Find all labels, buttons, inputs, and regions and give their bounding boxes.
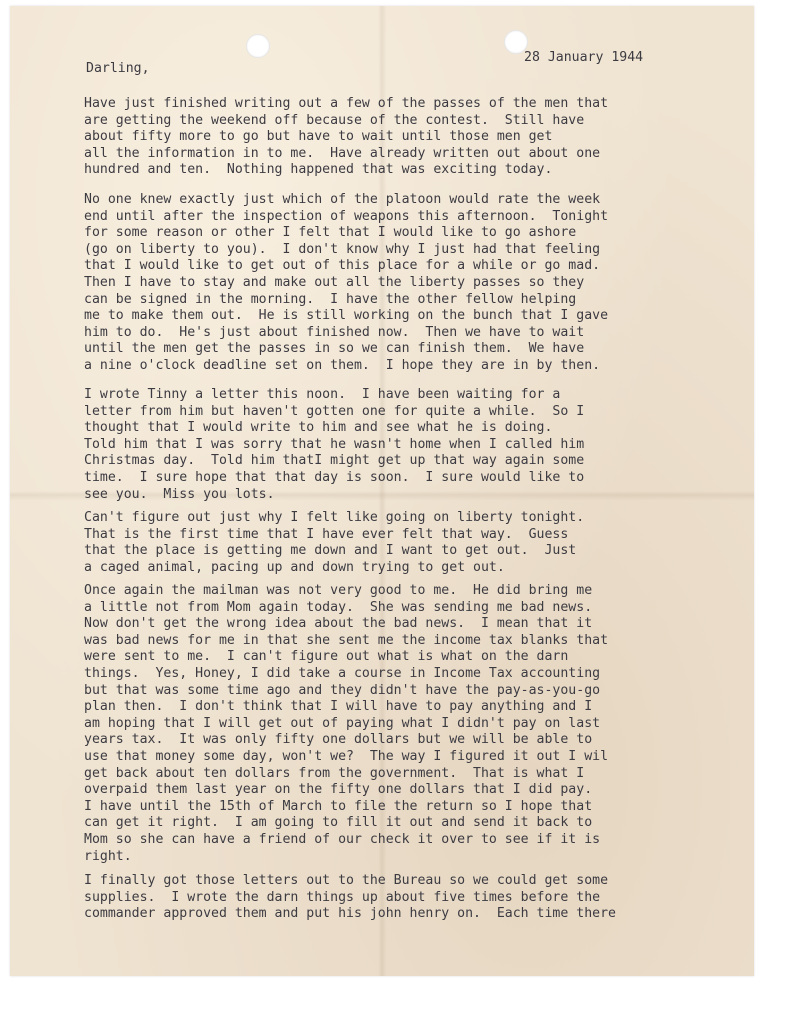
paragraph-4 [84,510,724,576]
text-line: end until after the inspection of weapons this afternoon. Tonight [84,208,609,224]
paragraph-2 [84,192,724,375]
text-line: him to do. He's just about finished now. Then we have to wait [84,324,585,340]
text-line: (go on liberty to you). I don't know why I just had that feeling [84,241,601,257]
text-line: overpaid them last year on the fifty one dollars that I did pay. [84,782,593,798]
text-line: can be signed in the morning. I have the other fellow helping [84,291,577,307]
paragraph-6 [84,873,724,923]
text-line: Once again the mailman was not very good to me. He did bring me [84,583,593,598]
text-line: right. [84,848,132,864]
text-line: that the place is getting me down and I want to get out. Just [84,543,577,559]
text-line: Then I have to stay and make out all the liberty passes so they [84,274,585,290]
text-line: Told him that I was sorry that he wasn't home when I called him [84,436,585,452]
text-line: Mom so she can have a friend of our check it over to see if it is [84,831,601,847]
text-line: plan then. I don't think that I will have to pay anything and I [84,699,593,715]
text-line: a little not from Mom again today. She was sending me bad news. [84,599,593,615]
paragraph-3 [84,387,724,503]
text-line: Have just finished writing out a few of the passes of the men that [84,96,609,111]
text-line: Now don't get the wrong idea about the bad news. I mean that it [84,616,593,632]
text-line: I finally got those letters out to the Bureau so we could get some [84,873,609,888]
text-line: were sent to me. I can't figure out what is what on the darn [84,649,569,665]
text-line: That is the first time that I have ever felt that way. Guess [84,526,569,542]
text-line: can get it right. I am going to fill it out and send it back to [84,815,593,831]
text-line: me to make them out. He is still working on the bunch that I gave [84,308,609,324]
text-line: hundred and ten. Nothing happened that was exciting today. [84,162,553,178]
text-line: commander approved them and put his john henry on. Each time there [84,906,616,922]
text-line: time. I sure hope that that day is soon. I sure would like to [84,469,585,485]
text-line: about fifty more to go but have to wait until those men get [84,129,553,145]
text-line: all the information in to me. Have already written out about one [84,145,601,161]
letter-date: 28 January 1944 [524,50,644,65]
text-line: are getting the weekend off because of the contest. Still have [84,112,585,128]
text-line: but that was some time ago and they didn't have the pay-as-you-go [84,682,601,698]
text-line: Can't figure out just why I felt like going on liberty tonight. [84,510,585,525]
text-line: a caged animal, pacing up and down trying to get out. [84,559,505,575]
text-line: years tax. It was only fifty one dollars but we will be able to [84,732,593,748]
text-line: that I would like to get out of this place for a while or go mad. [84,258,601,274]
text-line: No one knew exactly just which of the platoon would rate the week [84,192,601,207]
paragraph-1 [84,96,724,179]
text-line: until the men get the passes in so we can finish them. We have [84,341,585,357]
text-line: things. Yes, Honey, I did take a course in Income Tax accounting [84,665,601,681]
text-line: Christmas day. Told him thatI might get up that way again some [84,453,585,469]
text-line: a nine o'clock deadline set on them. I hope they are in by then. [84,357,601,373]
text-line: I wrote Tinny a letter this noon. I have been waiting for a [84,387,561,402]
punch-hole-left [246,34,270,58]
text-line: am hoping that I will get out of paying what I didn't pay on last [84,715,601,731]
text-line: for some reason or other I felt that I would like to go ashore [84,225,577,241]
text-line: letter from him but haven't gotten one for quite a while. So I [84,403,585,419]
text-line: see you. Miss you lots. [84,486,275,502]
text-line: supplies. I wrote the darn things up about five times before the [84,889,601,905]
text-line: thought that I would write to him and see what he is doing. [84,420,553,436]
text-line: use that money some day, won't we? The way I figured it out I wil [84,748,609,764]
text-line: get back about ten dollars from the government. That is what I [84,765,585,781]
letter-salutation: Darling, [86,61,150,76]
paragraph-5 [84,583,724,865]
text-line: I have until the 15th of March to file the return so I hope that [84,798,593,814]
text-line: was bad news for me in that she sent me the income tax blanks that [84,632,609,648]
